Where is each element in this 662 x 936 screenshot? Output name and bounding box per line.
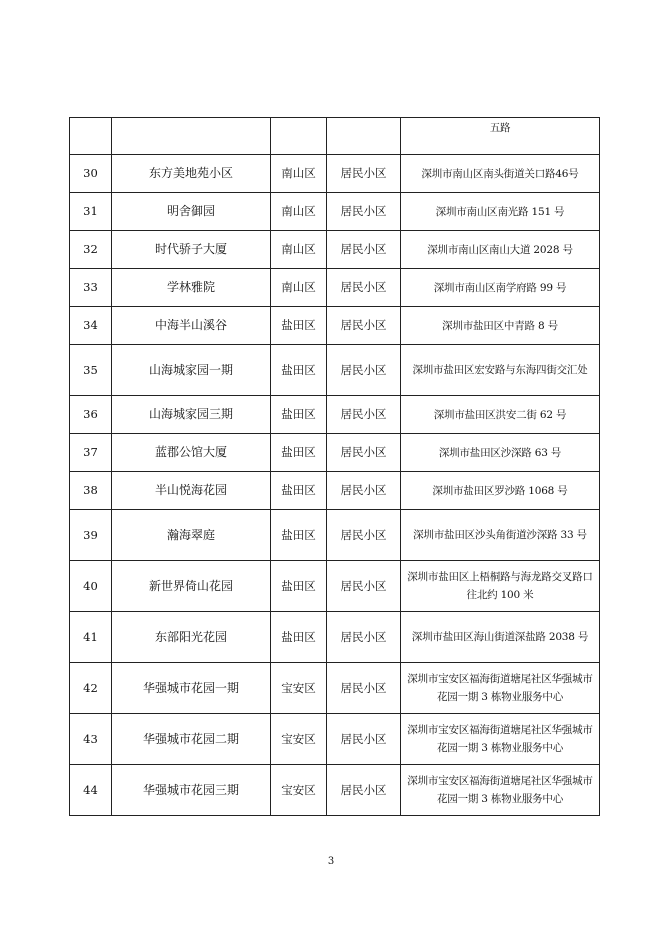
type-cell: 居民小区: [327, 765, 401, 816]
address-cell: 深圳市宝安区福海街道塘尾社区华强城市花园一期 3 栋物业服务中心: [401, 714, 600, 765]
no-cell: 32: [70, 231, 112, 269]
address-cell: 深圳市盐田区沙深路 63 号: [401, 434, 600, 472]
address-cell: 深圳市宝安区福海街道塘尾社区华强城市花园一期 3 栋物业服务中心: [401, 765, 600, 816]
type-cell: [327, 118, 401, 155]
type-cell: 居民小区: [327, 561, 401, 612]
district-cell: 盐田区: [271, 612, 327, 663]
table-row: [70, 434, 600, 472]
name-cell: 半山悦海花园: [112, 472, 271, 510]
no-cell: 39: [70, 510, 112, 561]
no-cell: 33: [70, 269, 112, 307]
type-cell: 居民小区: [327, 345, 401, 396]
table-row: [70, 663, 600, 714]
table-row: [70, 510, 600, 561]
district-cell: 南山区: [271, 231, 327, 269]
table-row: [70, 396, 600, 434]
type-cell: 居民小区: [327, 434, 401, 472]
type-cell: 居民小区: [327, 472, 401, 510]
address-cell: 深圳市盐田区海山街道深盐路 2038 号: [401, 612, 600, 663]
name-cell: 明舍御园: [112, 193, 271, 231]
name-cell: 华强城市花园二期: [112, 714, 271, 765]
table-row: [70, 155, 600, 193]
name-cell: [112, 118, 271, 155]
no-cell: 43: [70, 714, 112, 765]
type-cell: 居民小区: [327, 714, 401, 765]
district-cell: 南山区: [271, 155, 327, 193]
district-cell: 盐田区: [271, 307, 327, 345]
district-cell: [271, 118, 327, 155]
name-cell: 时代骄子大厦: [112, 231, 271, 269]
name-cell: 东方美地苑小区: [112, 155, 271, 193]
name-cell: 华强城市花园一期: [112, 663, 271, 714]
table-row: [70, 561, 600, 612]
table-row: [70, 472, 600, 510]
address-cell: 深圳市盐田区中青路 8 号: [401, 307, 600, 345]
no-cell: 42: [70, 663, 112, 714]
table-row: [70, 269, 600, 307]
no-cell: 38: [70, 472, 112, 510]
table-row: [70, 307, 600, 345]
name-cell: 瀚海翠庭: [112, 510, 271, 561]
address-cell: 深圳市盐田区罗沙路 1068 号: [401, 472, 600, 510]
address-cell: 深圳市南山区南光路 151 号: [401, 193, 600, 231]
table-row: [70, 193, 600, 231]
address-cell: 深圳市盐田区宏安路与东海四街交汇处: [401, 345, 600, 396]
type-cell: 居民小区: [327, 510, 401, 561]
no-cell: 30: [70, 155, 112, 193]
no-cell: [70, 118, 112, 155]
name-cell: 新世界倚山花园: [112, 561, 271, 612]
address-cell: 深圳市盐田区洪安二街 62 号: [401, 396, 600, 434]
district-cell: 盐田区: [271, 510, 327, 561]
no-cell: 37: [70, 434, 112, 472]
district-cell: 盐田区: [271, 396, 327, 434]
type-cell: 居民小区: [327, 663, 401, 714]
table-row: [70, 765, 600, 816]
address-cell: 五路: [401, 118, 600, 155]
community-table: [69, 117, 600, 816]
table-row: [70, 714, 600, 765]
district-cell: 盐田区: [271, 434, 327, 472]
name-cell: 山海城家园一期: [112, 345, 271, 396]
district-cell: 盐田区: [271, 472, 327, 510]
address-cell: 深圳市南山区南山大道 2028 号: [401, 231, 600, 269]
address-cell: 深圳市盐田区沙头角街道沙深路 33 号: [401, 510, 600, 561]
type-cell: 居民小区: [327, 307, 401, 345]
name-cell: 东部阳光花园: [112, 612, 271, 663]
type-cell: 居民小区: [327, 155, 401, 193]
type-cell: 居民小区: [327, 396, 401, 434]
table-row: [70, 118, 600, 155]
page-number: 3: [327, 856, 335, 867]
address-cell: 深圳市南山区南头街道关口路46号: [401, 155, 600, 193]
district-cell: 南山区: [271, 269, 327, 307]
type-cell: 居民小区: [327, 612, 401, 663]
no-cell: 44: [70, 765, 112, 816]
name-cell: 蓝郡公馆大厦: [112, 434, 271, 472]
address-cell: 深圳市宝安区福海街道塘尾社区华强城市花园一期 3 栋物业服务中心: [401, 663, 600, 714]
district-cell: 南山区: [271, 193, 327, 231]
type-cell: 居民小区: [327, 231, 401, 269]
name-cell: 山海城家园三期: [112, 396, 271, 434]
name-cell: 学林雅院: [112, 269, 271, 307]
address-cell: 深圳市盐田区上梧桐路与海龙路交叉路口往北约 100 米: [401, 561, 600, 612]
name-cell: 华强城市花园三期: [112, 765, 271, 816]
name-cell: 中海半山溪谷: [112, 307, 271, 345]
table-row: [70, 345, 600, 396]
no-cell: 35: [70, 345, 112, 396]
table-row: [70, 231, 600, 269]
no-cell: 40: [70, 561, 112, 612]
table-row: [70, 612, 600, 663]
type-cell: 居民小区: [327, 193, 401, 231]
address-cell: 深圳市南山区南学府路 99 号: [401, 269, 600, 307]
no-cell: 31: [70, 193, 112, 231]
no-cell: 34: [70, 307, 112, 345]
district-cell: 宝安区: [271, 765, 327, 816]
district-cell: 盐田区: [271, 345, 327, 396]
district-cell: 宝安区: [271, 714, 327, 765]
no-cell: 41: [70, 612, 112, 663]
district-cell: 盐田区: [271, 561, 327, 612]
district-cell: 宝安区: [271, 663, 327, 714]
no-cell: 36: [70, 396, 112, 434]
type-cell: 居民小区: [327, 269, 401, 307]
